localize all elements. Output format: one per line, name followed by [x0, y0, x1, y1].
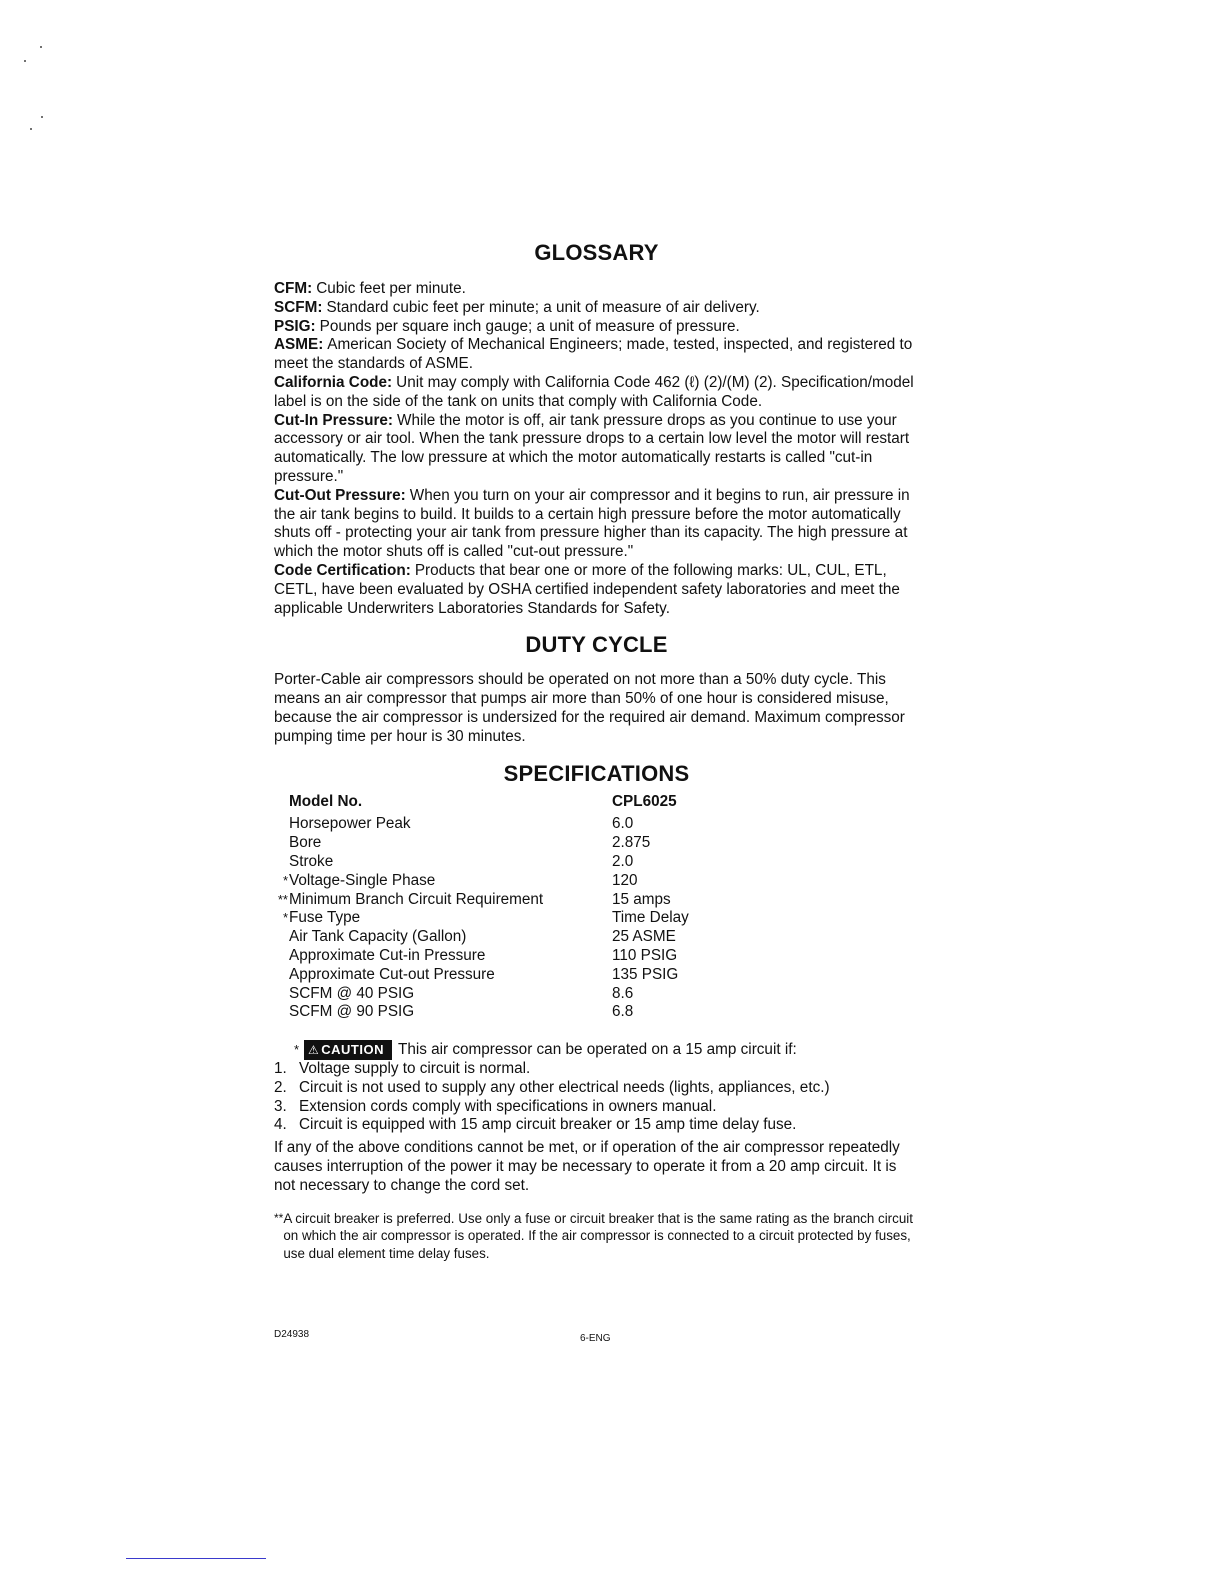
glossary-definition: Pounds per square inch gauge; a unit of measure of pressure.	[319, 317, 740, 335]
glossary-definition: American Society of Mechanical Engineers; made, tested, inspected, and registered to meet the standards of ASME.	[274, 336, 913, 373]
glossary-entry	[274, 280, 919, 299]
spec-label: Air Tank Capacity (Gallon)	[289, 928, 467, 946]
spec-row	[274, 891, 919, 910]
caution-text: This air compressor can be operated on a 15 amp circuit if:	[397, 1040, 797, 1058]
glossary-term: ASME:	[274, 336, 324, 354]
spec-row	[274, 985, 919, 1004]
spec-value: 8.6	[612, 984, 634, 1002]
list-item-text: Circuit is not used to supply any other electrical needs (lights, appliances, etc.)	[299, 1078, 830, 1096]
footnote-text: A circuit breaker is preferred. Use only a fuse or circuit breaker that is the same rating as the branch circuit on which the air compressor is operated. If the air compressor is connected to a circuit protected by fuses, use dual element time delay fuses.	[283, 1210, 913, 1261]
spec-footnote-mark: *	[282, 910, 288, 926]
glossary-entry	[274, 374, 919, 412]
spec-row	[274, 834, 919, 853]
list-item-text: Voltage supply to circuit is normal.	[299, 1060, 531, 1078]
spec-value: 2.0	[612, 852, 634, 870]
duty-cycle-text: Porter-Cable air compressors should be operated on not more than a 50% duty cycle. This means an air compressor that pumps air more than 50% of one hour is considered misuse, because the air compressor is undersized for the required air demand. Maximum compressor pumping time per hour is 30 minutes.	[274, 671, 905, 745]
glossary-definition: Unit may comply with California Code 462 (ℓ) (2)/(M) (2). Specification/model label is on the side of the tank on units that comply with California Code.	[274, 373, 914, 410]
spec-value: 110 PSIG	[612, 946, 678, 964]
scan-speck	[30, 128, 32, 130]
spec-value: 15 amps	[612, 890, 671, 908]
list-item-number: 4.	[274, 1116, 287, 1134]
spec-header-row	[274, 793, 919, 812]
spec-row	[274, 947, 919, 966]
list-item-number: 2.	[274, 1078, 287, 1096]
spec-header-value: CPL6025	[612, 792, 677, 810]
spec-footnote-mark: *	[282, 872, 288, 888]
list-item	[274, 1060, 919, 1079]
spec-row	[274, 853, 919, 872]
list-item-text: Circuit is equipped with 15 amp circuit breaker or 15 amp time delay fuse.	[299, 1116, 797, 1134]
glossary-entry	[274, 412, 919, 487]
list-item-number: 1.	[274, 1060, 287, 1078]
glossary-entry	[274, 299, 919, 318]
list-item	[274, 1098, 919, 1117]
glossary-definition: While the motor is off, air tank pressure drops as you continue to use your accessory or air tool. When the tank pressure drops to a certain low level the motor will restart automatically. The low pressure at which the motor automatically restarts is called "cut-in pressure."	[274, 411, 910, 485]
glossary-list	[274, 280, 919, 618]
glossary-term: California Code:	[274, 373, 393, 391]
spec-row	[274, 909, 919, 928]
list-item	[274, 1079, 919, 1098]
glossary-term: SCFM:	[274, 298, 323, 316]
spec-label: Horsepower Peak	[289, 815, 411, 833]
scan-speck	[41, 116, 43, 118]
spec-row	[274, 1003, 919, 1022]
spec-value: 135 PSIG	[612, 965, 679, 983]
spec-label: Approximate Cut-in Pressure	[289, 946, 486, 964]
caution-badge	[304, 1040, 392, 1060]
caution-followup-text: If any of the above conditions cannot be met, or if operation of the air compressor repeatedly causes interruption of the power it may be necessary to operate it from a 20 amp circuit. It is not necessary to change the cord set.	[274, 1139, 900, 1194]
caution-conditions-list	[274, 1060, 919, 1135]
spec-label: Approximate Cut-out Pressure	[289, 965, 495, 983]
manual-page	[274, 240, 919, 1262]
spec-row	[274, 966, 919, 985]
list-item-text: Extension cords comply with specifications in owners manual.	[299, 1097, 717, 1115]
list-item-number: 3.	[274, 1097, 287, 1115]
glossary-entry	[274, 318, 919, 337]
glossary-definition: Standard cubic feet per minute; a unit of measure of air delivery.	[326, 298, 760, 316]
spec-label: Voltage-Single Phase	[289, 871, 436, 889]
scan-edge-line	[126, 1558, 266, 1559]
glossary-term: Code Certification:	[274, 561, 411, 579]
glossary-term: Cut-Out Pressure:	[274, 486, 406, 504]
spec-footnote-mark: **	[277, 891, 288, 907]
glossary-definition: When you turn on your air compressor and it begins to run, air pressure in the air tank begins to build. It builds to a certain high pressure before the motor automatically shuts off - protecting your air tank from pressure higher than its capacity. The high pressure at which the motor shuts off is called "cut-out pressure."	[274, 486, 910, 561]
spec-value: 6.0	[612, 815, 634, 833]
spec-value: 120	[612, 871, 638, 889]
scan-speck	[40, 46, 42, 48]
specifications-heading: SPECIFICATIONS	[503, 760, 690, 786]
footnote-mark: **	[274, 1210, 284, 1225]
spec-value: 2.875	[612, 834, 651, 852]
spec-value: Time Delay	[612, 909, 689, 927]
specifications-table	[274, 793, 919, 1023]
spec-label: SCFM @ 40 PSIG	[289, 984, 415, 1002]
page-number: 6-ENG	[580, 1333, 611, 1344]
glossary-term: Cut-In Pressure:	[274, 411, 393, 429]
glossary-entry	[274, 562, 919, 618]
glossary-definition: Cubic feet per minute.	[316, 280, 466, 297]
glossary-entry	[274, 336, 919, 374]
glossary-definition: Products that bear one or more of the following marks: UL, CUL, ETL, CETL, have been evaluated by OSHA certified independent safety laboratories and meet the applicable Underwriters Laboratories Standards for Safety.	[274, 561, 900, 617]
spec-row	[274, 815, 919, 834]
caution-line	[274, 1040, 919, 1060]
warning-triangle-icon: ⚠	[308, 1043, 320, 1058]
footnote	[274, 1210, 919, 1263]
spec-label: Fuse Type	[289, 909, 361, 927]
spec-row	[274, 928, 919, 947]
spec-row	[274, 872, 919, 891]
spec-label: Stroke	[289, 852, 334, 870]
spec-header-label: Model No.	[289, 792, 363, 810]
duty-cycle-heading: DUTY CYCLE	[525, 632, 668, 658]
caution-badge-label: CAUTION	[321, 1042, 384, 1058]
spec-value: 25 ASME	[612, 928, 676, 946]
spec-value: 6.8	[612, 1003, 634, 1021]
spec-label: Minimum Branch Circuit Requirement	[289, 890, 544, 908]
glossary-term: PSIG:	[274, 317, 316, 335]
spec-label: SCFM @ 90 PSIG	[289, 1003, 415, 1021]
glossary-term: CFM:	[274, 280, 313, 297]
caution-footnote-mark: *	[293, 1041, 299, 1057]
list-item	[274, 1116, 919, 1135]
scan-speck	[24, 60, 26, 62]
glossary-heading: GLOSSARY	[534, 240, 659, 265]
document-code: D24938	[274, 1329, 310, 1340]
spec-label: Bore	[289, 834, 322, 852]
glossary-entry	[274, 487, 919, 562]
